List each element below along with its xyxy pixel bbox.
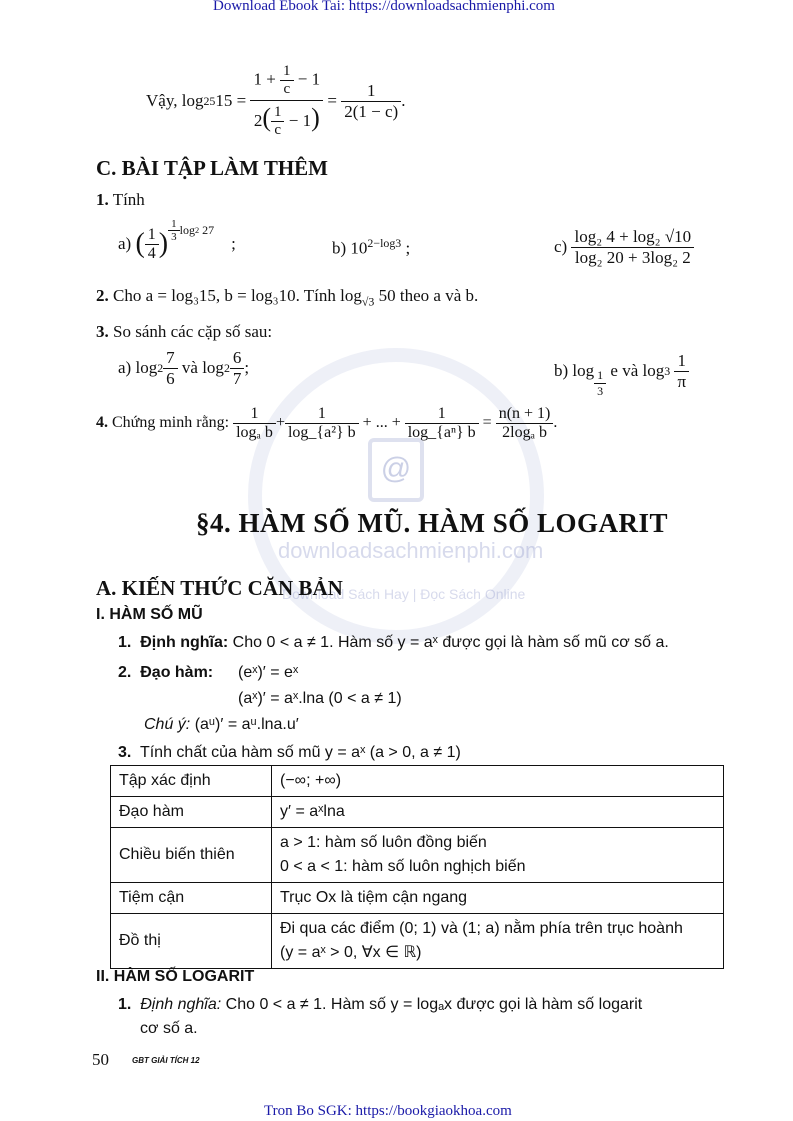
intro-den-a: 2 xyxy=(253,110,263,130)
ex4-f2-num: 1 xyxy=(285,405,359,424)
intro-den-b: 1 xyxy=(271,104,285,122)
intro-num-b: 1 xyxy=(280,63,294,81)
ex3-b-d2: π xyxy=(677,371,687,391)
i2-formula-1: (eˣ)′ = eˣ xyxy=(238,664,299,681)
intro-den-d: − 1 xyxy=(288,110,312,130)
ex3-b-sub1: 1 xyxy=(594,368,606,384)
ex1-a-exp-sub: 2 xyxy=(194,226,200,235)
ex4-label: 4. xyxy=(96,414,108,431)
intro-main-fraction: 1 + $\frac{1}{c}$ − 1 2( $\frac{1}{c}$ − 1) xyxy=(250,63,323,140)
ex3-b-label: b) xyxy=(554,361,569,380)
table-row xyxy=(111,766,724,797)
ex1-b-tail: ; xyxy=(405,238,411,258)
ex4-r-den: 2logₐ b xyxy=(502,423,547,441)
i2-line xyxy=(118,664,213,682)
i2-formula-2: (aˣ)′ = aˣ.lna (0 < a ≠ 1) xyxy=(238,690,402,707)
ex3-a-d2: 7 xyxy=(232,368,242,388)
table-row xyxy=(111,914,724,969)
ex4 xyxy=(96,398,557,448)
ex1-c-label: c) xyxy=(554,237,568,256)
ex2-rest: 50 theo a và b. xyxy=(374,286,479,305)
intro-eq: = xyxy=(327,91,337,110)
intro-r-den: 2(1 − c) xyxy=(344,101,399,121)
ex1-a-exp-num: 1 xyxy=(168,218,180,231)
ex3-a-log1: log xyxy=(135,358,158,377)
intro-num-c: c xyxy=(283,80,291,97)
ex1-c-den: log₂ 20 + 3log₂ 2 xyxy=(574,247,691,267)
ex2-label: 2. xyxy=(96,286,109,305)
ex3-b-n2: 1 xyxy=(674,351,689,372)
ex4-plus1: + xyxy=(275,414,285,431)
part-a-title: A. KIẾN THỨC CĂN BẢN xyxy=(96,576,343,600)
table-value xyxy=(272,914,724,969)
ex4-text: Chứng minh rằng: xyxy=(112,414,230,431)
intro-den-c: c xyxy=(274,122,282,139)
ex3-a-label: a) xyxy=(118,358,132,377)
table-row xyxy=(111,883,724,914)
ex1-b xyxy=(332,236,410,259)
ex1-b-base: 10 xyxy=(350,238,368,258)
section-c-title: C. BÀI TẬP LÀM THÊM xyxy=(96,156,329,180)
ex1-a-exp-log: log xyxy=(179,223,195,237)
ii1-line xyxy=(118,996,642,1014)
table-key: Tập xác định xyxy=(111,766,272,797)
ex1-a-exp-val: 27 xyxy=(202,223,215,237)
table-value-line: (−∞; +∞) xyxy=(280,772,342,789)
ex3-label: 3. xyxy=(96,322,109,341)
table-value xyxy=(272,797,724,828)
ex3-b-sub2: 3 xyxy=(664,363,671,378)
book-at-icon: @ xyxy=(368,438,424,502)
ii1-label: 1. xyxy=(118,996,132,1013)
ex3-b-sub1b: 3 xyxy=(597,383,604,398)
intro-lead: Vậy, log xyxy=(146,91,204,110)
ex1-c xyxy=(554,222,694,272)
table-value-line: Trục Ox là tiệm cận ngang xyxy=(280,889,468,906)
ex1-b-exp: 2−log3 xyxy=(367,236,402,250)
properties-table xyxy=(110,765,724,969)
ex3-a-n2: 6 xyxy=(230,348,245,369)
part-ii-title: II. HÀM SỐ LOGARIT xyxy=(96,968,255,985)
section4-title: §4. HÀM SỐ MŨ. HÀM SỐ LOGARIT xyxy=(196,508,669,538)
table-row xyxy=(111,828,724,883)
note-text: (aᵘ)′ = aᵘ.lna.u′ xyxy=(194,716,299,733)
ex3-a-n1: 7 xyxy=(163,348,178,369)
ii1-line-2: cơ số a. xyxy=(140,1020,198,1037)
ex1-c-num: log₂ 4 + log₂ √10 xyxy=(571,227,694,248)
ex4-f2-den: log_{a²} b xyxy=(287,423,356,441)
ex4-f3-num: 1 xyxy=(405,405,479,424)
ex1-a-exponent xyxy=(168,218,214,243)
i3-line xyxy=(118,744,461,762)
ex4-tail: . xyxy=(553,414,558,431)
i2-label: 2. xyxy=(118,664,132,681)
i2-bold: Đạo hàm: xyxy=(140,664,214,681)
ex1-a-base-den: 4 xyxy=(147,244,156,262)
table-value xyxy=(272,828,724,883)
intro-num-a: 1 + xyxy=(253,69,276,89)
ex2-sub: √3 xyxy=(361,294,375,309)
header-download-link[interactable]: Download Ebook Tai: https://downloadsachmienphi.com xyxy=(213,0,555,14)
ex4-f3-den: log_{aⁿ} b xyxy=(407,423,476,441)
ex1-heading xyxy=(96,190,145,210)
i1-line xyxy=(118,634,669,652)
table-value-line: (y = aˣ > 0, ∀x ∈ ℝ) xyxy=(280,944,422,961)
ex3-a-sub1: 2 xyxy=(157,360,164,375)
ex3-text: So sánh các cặp số sau: xyxy=(113,322,273,341)
i3-label: 3. xyxy=(118,744,132,761)
part-i-title: I. HÀM SỐ MŨ xyxy=(96,606,203,623)
i1-text: Cho 0 < a ≠ 1. Hàm số y = aˣ được gọi là hàm số mũ cơ số a. xyxy=(232,634,669,651)
ex4-eq: = xyxy=(482,414,492,431)
ex1-b-label: b) xyxy=(332,238,347,258)
table-value xyxy=(272,766,724,797)
ex3-a-log2: log xyxy=(202,358,224,377)
ex1-label: 1. xyxy=(96,190,109,209)
book-title: GBT GIẢI TÍCH 12 xyxy=(132,1056,200,1065)
ex3-a xyxy=(118,346,249,390)
table-key: Tiệm cận xyxy=(111,883,272,914)
table-row xyxy=(111,797,724,828)
ex3-heading xyxy=(96,322,272,342)
ex4-plus2: + ... + xyxy=(362,414,401,431)
ex4-r-num: n(n + 1) xyxy=(496,405,554,424)
i1-bold: Định nghĩa: xyxy=(140,634,229,651)
ex3-b xyxy=(554,346,689,396)
ex3-b-log1: log xyxy=(572,361,595,380)
table-key: Đồ thị xyxy=(111,914,272,969)
intro-r-num: 1 xyxy=(341,81,401,102)
intro-lead-rest: 15 = xyxy=(215,91,247,110)
ex4-f1-den: logₐ b xyxy=(236,423,273,441)
ex1-a: a) ( $\frac{1}{4}$ ) $\frac{1}{3}$ log 2 27 ; xyxy=(118,218,236,262)
ex1-a-tail: ; xyxy=(231,234,236,253)
i3-text: Tính chất của hàm số mũ y = aˣ (a > 0, a ≠ 1) xyxy=(139,744,461,761)
table-value-line: 0 < a < 1: hàm số luôn nghịch biến xyxy=(280,858,526,875)
intro-tail: . xyxy=(401,91,406,110)
table-key: Đạo hàm xyxy=(111,797,272,828)
ex2-text: Cho a = log₃15, b = log₃10. Tính log xyxy=(113,286,362,305)
ex3-b-log2: log xyxy=(642,361,665,380)
table-value-line: y′ = aˣlna xyxy=(280,803,345,820)
ii1-text: Cho 0 < a ≠ 1. Hàm số y = logₐx được gọi là hàm số logarit xyxy=(225,996,643,1013)
ex3-a-mid: và xyxy=(181,358,198,377)
ex4-f1-num: 1 xyxy=(233,405,276,424)
table-value-line: Đi qua các điểm (0; 1) và (1; a) nằm phía trên trục hoành xyxy=(280,920,683,937)
intro-result-fraction xyxy=(341,81,401,122)
watermark-tagline: Download Sách Hay | Đọc Sách Online xyxy=(282,586,526,602)
table-key: Chiều biến thiên xyxy=(111,828,272,883)
intro-num-d: − 1 xyxy=(297,69,321,89)
note-line xyxy=(144,716,299,734)
page-number: 50 xyxy=(92,1050,109,1069)
ex1-text: Tính xyxy=(112,190,145,209)
i1-label: 1. xyxy=(118,634,132,651)
ex1-a-base-num: 1 xyxy=(145,226,159,245)
ex1-a-exp-den: 3 xyxy=(171,231,177,243)
ex3-b-mid: và xyxy=(622,361,639,380)
ex1-a-label: a) xyxy=(118,234,132,253)
ex2 xyxy=(96,286,478,309)
ii1-italic: Định nghĩa: xyxy=(140,996,222,1013)
note-label: Chú ý: xyxy=(144,716,191,733)
watermark-site: downloadsachmienphi.com xyxy=(278,538,544,563)
intro-lead-sub: 25 xyxy=(203,93,216,108)
table-value-line: a > 1: hàm số luôn đồng biến xyxy=(280,834,487,851)
table-value xyxy=(272,883,724,914)
ex3-b-arg1: e xyxy=(610,361,618,380)
ex3-a-tail: ; xyxy=(244,358,250,377)
footer-link[interactable]: Tron Bo SGK: https://bookgiaokhoa.com xyxy=(264,1103,512,1119)
ex3-a-sub2: 2 xyxy=(223,360,230,375)
ex3-a-d1: 6 xyxy=(166,368,175,388)
intro-formula xyxy=(146,62,405,140)
